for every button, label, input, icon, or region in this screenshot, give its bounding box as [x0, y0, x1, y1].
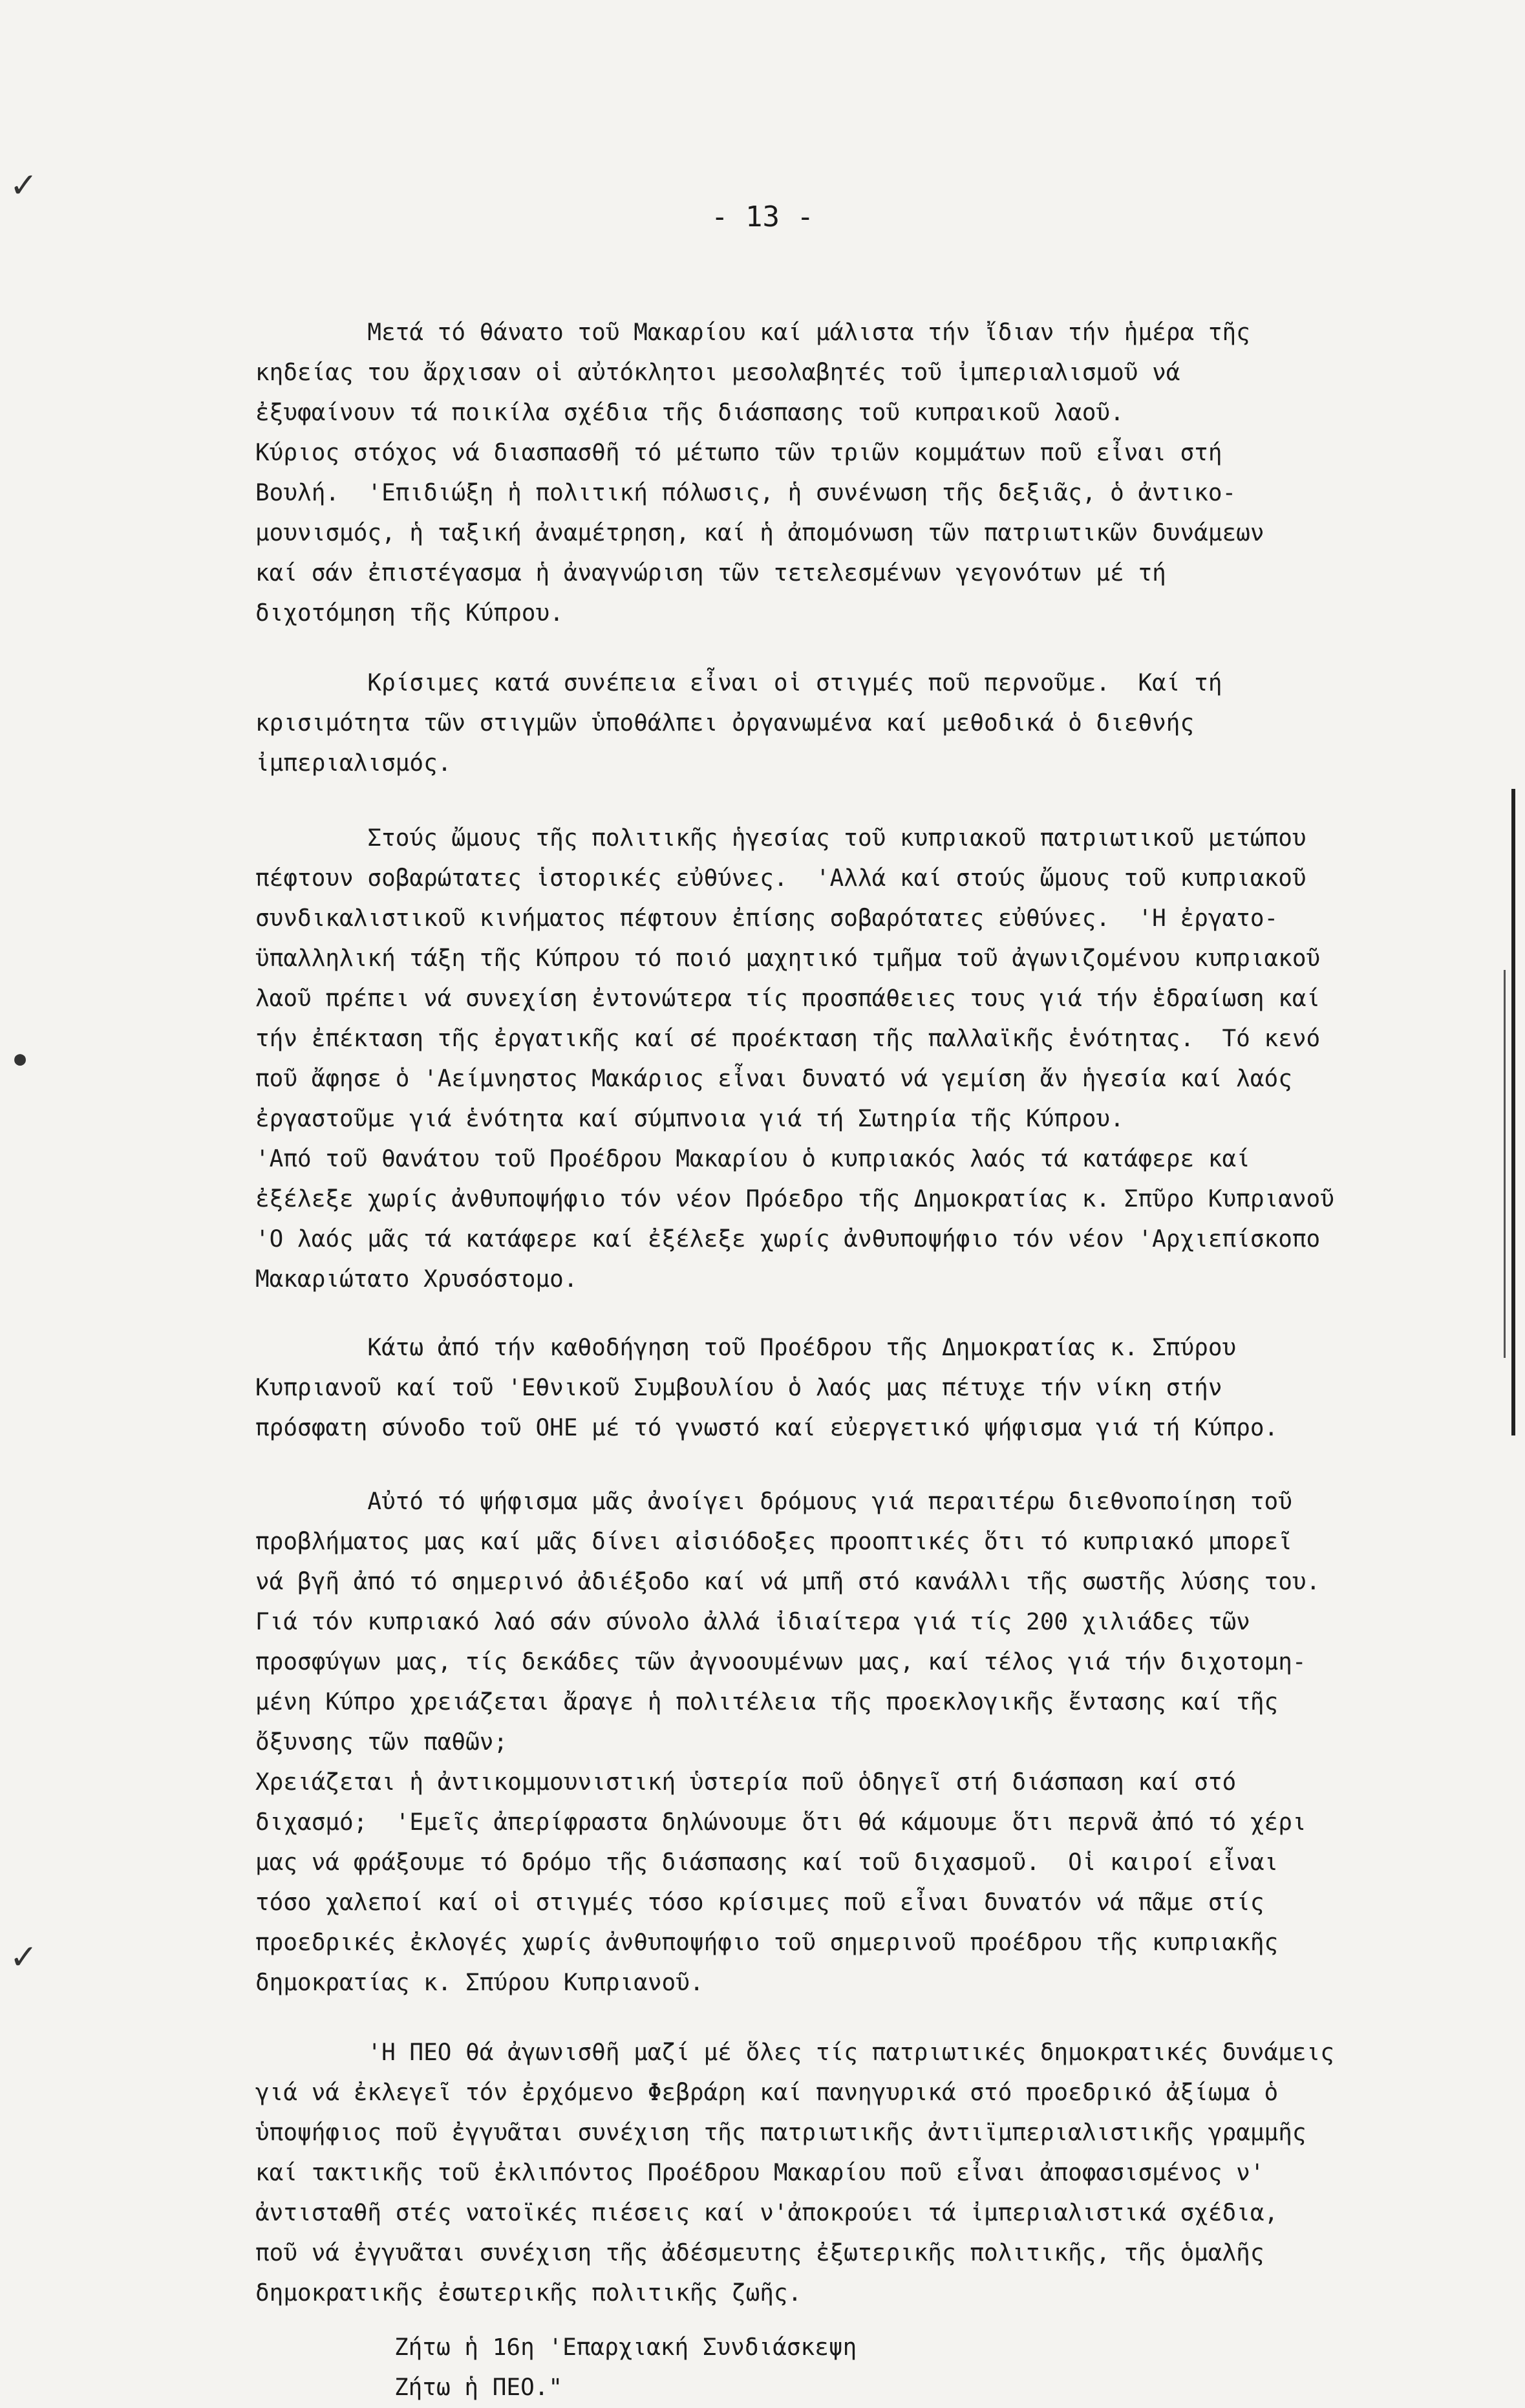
text-line: Γιά τόν κυπριακό λαό σάν σύνολο ἀλλά ἰδιαίτερα γιά τίς 200 χιλιάδες τῶν	[255, 1609, 1250, 1635]
text-line: γιά νά ἐκλεγεῖ τόν ἐρχόμενο Φεβράρη καί πανηγυρικά στό προεδρικό ἀξίωμα ὁ	[255, 2080, 1279, 2106]
text-line: κηδείας του ἄρχισαν οἱ αὐτόκλητοι μεσολαβητές τοῦ ἰμπεριαλισμοῦ νά	[255, 360, 1180, 386]
text-line: ἀντισταθῆ στές νατοϊκές πιέσεις καί ν'ἀποκρούει τά ἰμπεριαλιστικά σχέδια,	[255, 2200, 1279, 2226]
text-line: πέφτουν σοβαρώτατες ἱστορικές εὐθύνες. 'Αλλά καί στούς ὤμους τοῦ κυπριακοῦ	[255, 865, 1306, 892]
text-line: Μακαριώτατο Χρυσόστομο.	[255, 1266, 578, 1293]
text-line: Κύριος στόχος νά διασπασθῆ τό μέτωπο τῶν τριῶν κομμάτων ποῦ εἶναι στή	[255, 440, 1222, 466]
text-line: δημοκρατίας κ. Σπύρου Κυπριανοῦ.	[255, 1970, 704, 1996]
text-line: προβλήματος μας καί μᾶς δίνει αἰσιόδοξες προοπτικές ὅτι τό κυπριακό μπορεῖ	[255, 1529, 1292, 1555]
text-line: Κρίσιμες κατά συνέπεια εἶναι οἱ στιγμές ποῦ περνοῦμε. Καί τή	[255, 670, 1222, 696]
text-line: μας νά φράξουμε τό δρόμο τῆς διάσπασης καί τοῦ διχασμοῦ. Οἱ καιροί εἶναι	[255, 1849, 1279, 1876]
text-line: ποῦ ἄφησε ὁ 'Αείμνηστος Μακάριος εἶναι δυνατό νά γεμίση ἄν ἡγεσία καί λαός	[255, 1066, 1292, 1092]
text-line: ὄξυνσης τῶν παθῶν;	[255, 1729, 508, 1756]
text-line: ἐξυφαίνουν τά ποικίλα σχέδια τῆς διάσπασης τοῦ κυπραικοῦ λαοῦ.	[255, 400, 1124, 426]
margin-check-mark: ✓	[12, 1933, 36, 1979]
text-line: ϋπαλληλική τάξη τῆς Κύπρου τό ποιό μαχητικό τμῆμα τοῦ ἀγωνιζομένου κυπριακοῦ	[255, 945, 1321, 972]
text-line: συνδικαλιστικοῦ κινήματος πέφτουν ἐπίσης σοβαρότατες εὐθύνες. 'Η ἐργατο-	[255, 905, 1279, 932]
text-line: πρόσφατη σύνοδο τοῦ ΟΗΕ μέ τό γνωστό καί εὐεργετικό ψήφισμα γιά τή Κύπρο.	[255, 1415, 1279, 1441]
text-line: ὑποψήφιος ποῦ ἐγγυᾶται συνέχιση τῆς πατριωτικῆς ἀντιϊμπεριαλιστικῆς γραμμῆς	[255, 2120, 1306, 2146]
text-line: δημοκρατικῆς ἐσωτερικῆς πολιτικῆς ζωῆς.	[255, 2280, 802, 2306]
margin-dot: ●	[14, 1048, 27, 1070]
text-line: τήν ἐπέκταση τῆς ἐργατικῆς καί σέ προέκταση τῆς παλλαϊκῆς ἑνότητας. Τό κενό	[255, 1026, 1321, 1052]
text-line: 'Ο λαός μᾶς τά κατάφερε καί ἐξέλεξε χωρίς ἀνθυποψήφιο τόν νέον 'Αρχιεπίσκοπο	[255, 1226, 1321, 1252]
text-line: νά βγῆ ἀπό τό σημερινό ἀδιέξοδο καί νά μπῆ στό κανάλλι τῆς σωστῆς λύσης του.	[255, 1569, 1321, 1595]
text-line: προεδρικές ἐκλογές χωρίς ἀνθυποψήφιο τοῦ σημερινοῦ προέδρου τῆς κυπριακῆς	[255, 1930, 1279, 1956]
text-line: ἐξέλεξε χωρίς ἀνθυποψήφιο τόν νέον Πρόεδρο τῆς Δημοκρατίας κ. Σπῦρο Κυπριανοῦ	[255, 1186, 1334, 1212]
text-line: Μετά τό θάνατο τοῦ Μακαρίου καί μάλιστα τήν ἴδιαν τήν ἡμέρα τῆς	[255, 319, 1250, 346]
text-line: Αὐτό τό ψήφισμα μᾶς ἀνοίγει δρόμους γιά περαιτέρω διεθνοποίηση τοῦ	[255, 1489, 1292, 1515]
text-line: Βουλή. 'Επιδιώξη ἡ πολιτική πόλωσις, ἡ συνένωση τῆς δεξιᾶς, ὁ ἀντικο-	[255, 480, 1237, 506]
text-line: μένη Κύπρο χρειάζεται ἄραγε ἡ πολιτέλεια τῆς προεκλογικῆς ἔντασης καί τῆς	[255, 1689, 1279, 1715]
closing-line: Ζήτω ἡ ΠΕΟ."	[394, 2374, 563, 2401]
text-line: Κυπριανοῦ καί τοῦ 'Εθνικοῦ Συμβουλίου ὁ λαός μας πέτυχε τήν νίκη στήν	[255, 1375, 1222, 1401]
text-line: τόσο χαλεποί καί οἱ στιγμές τόσο κρίσιμες ποῦ εἶναι δυνατόν νά πᾶμε στίς	[255, 1889, 1264, 1916]
scan-edge-bar	[1511, 789, 1515, 1435]
text-line: Κάτω ἀπό τήν καθοδήγηση τοῦ Προέδρου τῆς Δημοκρατίας κ. Σπύρου	[255, 1335, 1237, 1361]
margin-check-mark: ✓	[12, 162, 36, 207]
text-line: ἐργαστοῦμε γιά ἑνότητα καί σύμπνοια γιά τή Σωτηρία τῆς Κύπρου.	[255, 1106, 1124, 1132]
text-line: κρισιμότητα τῶν στιγμῶν ὑποθάλπει ὀργανωμένα καί μεθοδικά ὁ διεθνής	[255, 710, 1195, 736]
text-line: 'Η ΠΕΟ θά ἀγωνισθῆ μαζί μέ ὅλες τίς πατριωτικές δημοκρατικές δυνάμεις	[255, 2039, 1334, 2066]
text-line: διχασμό; 'Εμεῖς ἀπερίφραστα δηλώνουμε ὅτι θά κάμουμε ὅτι περνᾶ ἀπό τό χέρι	[255, 1809, 1306, 1836]
text-line: ποῦ νά ἐγγυᾶται συνέχιση τῆς ἀδέσμευτης ἐξωτερικῆς πολιτικῆς, τῆς ὁμαλῆς	[255, 2240, 1264, 2266]
text-line: διχοτόμηση τῆς Κύπρου.	[255, 600, 564, 627]
text-line: ἰμπεριαλισμός.	[255, 750, 452, 777]
scan-edge-bar	[1504, 970, 1506, 1358]
text-line: μουνισμός, ἡ ταξική ἀναμέτρηση, καί ἡ ἀπομόνωση τῶν πατριωτικῶν δυνάμεων	[255, 520, 1264, 546]
closing-line: Ζήτω ἡ 16η 'Επαρχιακή Συνδιάσκεψη	[394, 2334, 857, 2361]
text-line: Χρειάζεται ἡ ἀντικομμουνιστική ὑστερία ποῦ ὁδηγεῖ στή διάσπαση καί στό	[255, 1769, 1237, 1796]
text-line: καί τακτικῆς τοῦ ἐκλιπόντος Προέδρου Μακαρίου ποῦ εἶναι ἀποφασισμένος ν'	[255, 2160, 1264, 2186]
text-line: 'Από τοῦ θανάτου τοῦ Προέδρου Μακαρίου ὁ κυπριακός λαός τά κατάφερε καί	[255, 1146, 1250, 1172]
page-number: - 13 -	[711, 200, 814, 233]
text-line: Στούς ὤμους τῆς πολιτικῆς ἡγεσίας τοῦ κυπριακοῦ πατριωτικοῦ μετώπου	[255, 825, 1306, 852]
text-line: καί σάν ἐπιστέγασμα ἡ ἀναγνώριση τῶν τετελεσμένων γεγονότων μέ τή	[255, 560, 1166, 586]
text-line: λαοῦ πρέπει νά συνεχίση ἐντονώτερα τίς προσπάθειες τους γιά τήν ἑδραίωση καί	[255, 985, 1321, 1012]
text-line: προσφύγων μας, τίς δεκάδες τῶν ἀγνοουμένων μας, καί τέλος γιά τήν διχοτομη-	[255, 1649, 1306, 1675]
